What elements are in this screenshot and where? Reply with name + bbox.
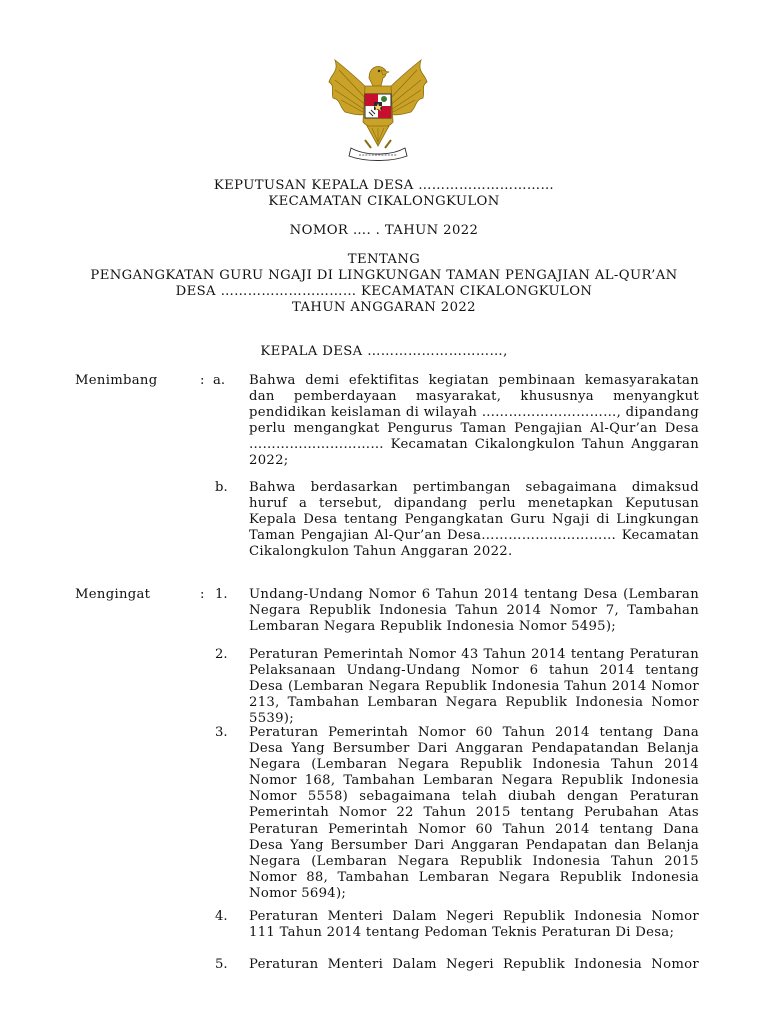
item-text: Bahwa berdasarkan pertimbangan sebagaimana dimaksud huruf a tersebut, dipandang perlu menetapkan Keputusan Kepala Desa tentang Pengangkatan Guru Ngaji di Lingkungan Taman Pengajian Al-Qur’an Desa………………………… Kecamatan Cikalongkulon Tahun Anggaran 2022. (249, 480, 699, 560)
item-text: Peraturan Pemerintah Nomor 60 Tahun 2014 tentang Dana Desa Yang Bersumber Dari Anggaran Pendapatandan Belanja Negara (Lembaran Negara Republik Indonesia Tahun 2014 Nomor 168, Tambahan Lembaran Negara Republik Indonesia Nomor 5558) sebagaimana telah diubah dengan Peraturan Pemerintah Nomor 22 Tahun 2015 tentang Perubahan Atas Peraturan Pemerintah Nomor 60 Tahun 2014 tentang Dana Desa Yang Bersumber Dari Anggaran Pendapatan dan Belanja Negara (Lembaran Negara Republik Indonesia Tahun 2015 Nomor 88, Tambahan Lembaran Negara Republik Indonesia Nomor 5694); (249, 725, 699, 901)
subject-line1: PENGANGKATAN GURU NGAJI DI LINGKUNGAN TAMAN PENGAJIAN AL-QUR’AN (90, 268, 678, 283)
item-text: Peraturan Pemerintah Nomor 43 Tahun 2014 tentang Peraturan Pelaksanaan Undang-Undang Nomor 6 tahun 2014 tentang Desa (Lembaran Negara Republik Indonesia Tahun 2014 Nomor 213, Tambahan Lembaran Negara Republik Indonesia Nomor 5539); (249, 647, 699, 727)
mengingat-label: Mengingat (75, 587, 151, 602)
item-text: Peraturan Menteri Dalam Negeri Republik Indonesia Nomor 111 Tahun 2014 tentang Pedoman Teknis Peraturan Di Desa; (249, 909, 699, 941)
decree-title-line1: KEPUTUSAN KEPALA DESA ………………………… (213, 178, 555, 193)
menimbang-colon: : (200, 373, 205, 388)
subject-line2: DESA ………………………… KECAMATAN CIKALONGKULON (175, 284, 593, 299)
menimbang-label: Menimbang (75, 373, 158, 388)
garuda-emblem-graphic (325, 56, 431, 164)
item-marker: 5. (215, 957, 228, 972)
mengingat-colon: : (200, 587, 205, 602)
item-marker: a. (213, 373, 226, 388)
item-marker: 1. (215, 587, 228, 602)
item-marker: 2. (215, 647, 228, 662)
item-text: Bahwa demi efektifitas kegiatan pembinaan kemasyarakatan dan pemberdayaan masyarakat, khususnya menyangkut pendidikan keislaman di wilayah …………………………, dipandang perlu mengangkat Pengurus Taman Pengajian Al-Qur’an Desa ………………………… Kecamatan Cikalongkulon Tahun Anggaran 2022; (249, 373, 699, 469)
item-marker: 3. (215, 725, 228, 740)
item-text: Peraturan Menteri Dalam Negeri Republik Indonesia Nomor (249, 957, 699, 972)
garuda-pancasila-emblem (325, 56, 431, 164)
item-marker: 4. (215, 909, 228, 924)
kepala-desa-heading: KEPALA DESA …………………………, (260, 344, 508, 359)
item-marker: b. (215, 480, 228, 495)
item-text: Undang-Undang Nomor 6 Tahun 2014 tentang Desa (Lembaran Negara Republik Indonesia Tahun 2014 Nomor 7, Tambahan Lembaran Negara Republik Indonesia Nomor 5495); (249, 587, 699, 635)
tentang-heading: TENTANG (347, 252, 421, 267)
decree-title-line2: KECAMATAN CIKALONGKULON (268, 194, 500, 209)
decree-number: NOMOR …. . TAHUN 2022 (289, 223, 479, 238)
subject-line3: TAHUN ANGGARAN 2022 (292, 300, 476, 315)
